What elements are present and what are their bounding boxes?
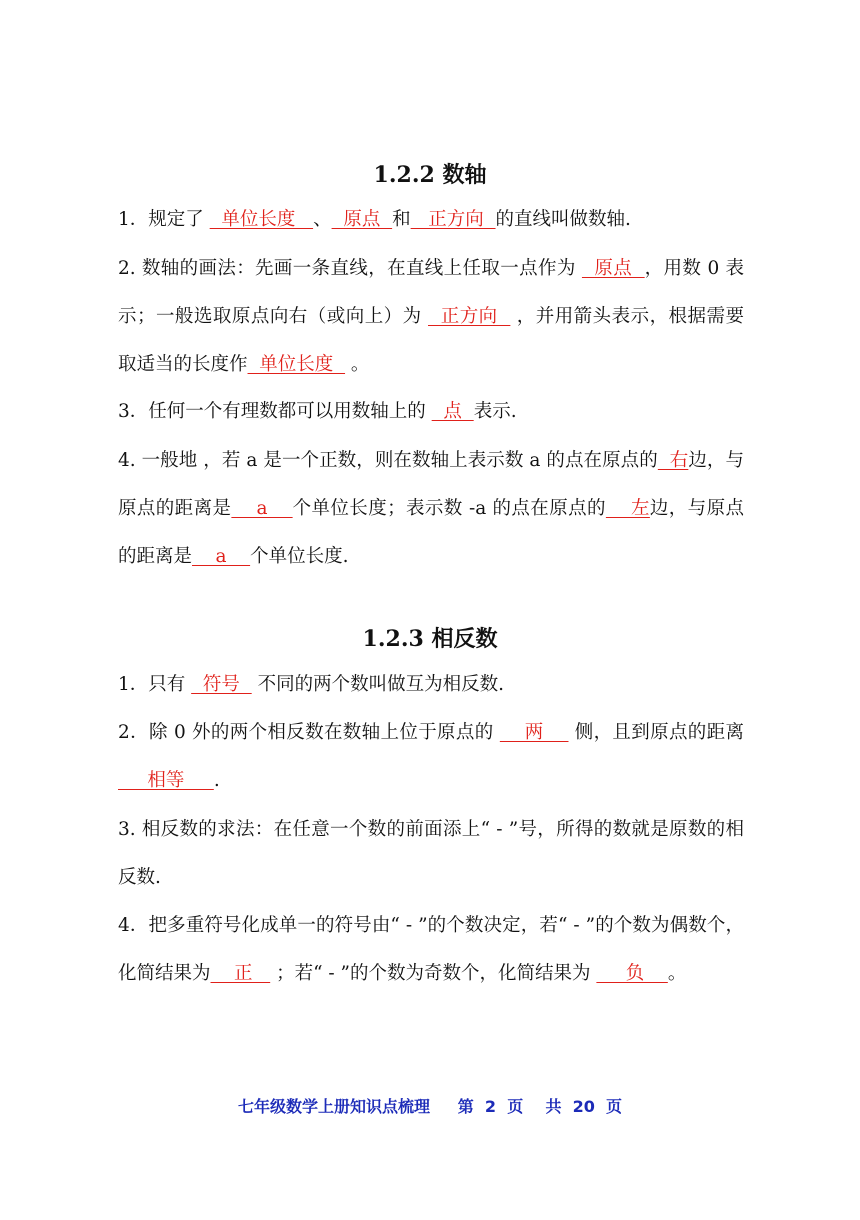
section-title-opposite-numbers: 1.2.3 相反数: [362, 626, 498, 652]
answer-blank: 左: [605, 498, 650, 519]
answer-blank: 原点: [331, 209, 393, 230]
text-run: 。: [345, 354, 370, 375]
text-run: 3．任何一个有理数都可以用数轴上的: [118, 401, 432, 422]
text-run: 不同的两个数叫做互为相反数.: [251, 674, 504, 695]
text-run: 1．只有: [118, 674, 192, 695]
paragraph-1-2-3-item-1: [118, 661, 744, 709]
answer-blank: 点: [431, 401, 474, 422]
answer-blank: 右: [657, 450, 689, 471]
text-run: ；若“ - ”的个数为奇数个，化简结果为: [270, 963, 597, 984]
text-run: ，并用箭头表示，根据需要取适当的长度作: [118, 306, 744, 375]
text-run: 表示.: [473, 401, 517, 422]
answer-blank: 两: [499, 722, 569, 743]
text-run: 边，与原点的距离是: [118, 498, 744, 567]
text-run: 1．规定了: [118, 209, 210, 230]
text-run: .: [213, 770, 220, 791]
paragraph-1-2-3-item-2: [118, 709, 744, 805]
paragraph-1-2-2-item-2: [118, 245, 744, 389]
paragraph-1-2-2-item-4: [118, 437, 744, 581]
text-run: 3. 相反数的求法：在任意一个数的前面添上“ - ”号，所得的数就是原数的相反数.: [118, 819, 744, 888]
text-run: 。: [667, 963, 687, 984]
text-run: 、: [313, 209, 332, 230]
answer-blank: 相等: [118, 770, 214, 791]
text-run: 的直线叫做数轴.: [495, 209, 631, 230]
answer-blank: 原点: [581, 258, 645, 279]
section-title-number-line: 1.2.2 数轴: [373, 162, 487, 188]
text-run: 个单位长度；表示数 -a 的点在原点的: [292, 498, 606, 519]
text-run: 2．除 0 外的两个相反数在数轴上位于原点的: [118, 722, 500, 743]
text-run: 边，与原点的距离是: [118, 450, 744, 519]
page-footer: 七年级数学上册知识点梳理 第 2 页 共 20 页: [237, 1097, 623, 1116]
paragraph-1-2-2-item-3: [118, 388, 744, 436]
answer-blank: a: [231, 498, 293, 519]
answer-blank: 正: [210, 963, 271, 984]
answer-blank: 单位长度: [247, 354, 346, 375]
text-run: 个单位长度.: [250, 546, 349, 567]
answer-blank: 正方向: [428, 306, 511, 327]
answer-blank: a: [192, 546, 251, 567]
text-run: 侧，且到原点的距离: [568, 722, 745, 743]
answer-blank: 符号: [191, 674, 252, 695]
text-run: 4．把多重符号化成单一的符号由“ - ”的个数决定，若“ - ”的个数为偶数个，化简结果为: [118, 915, 744, 984]
paragraph-1-2-2-item-1: [118, 196, 744, 244]
answer-blank: 正方向: [410, 209, 496, 230]
paragraph-1-2-3-item-4: [118, 902, 744, 998]
text-run: 2. 数轴的画法：先画一条直线，在直线上任取一点作为: [118, 258, 582, 279]
paragraph-1-2-3-item-3: [118, 806, 744, 902]
text-run: ，用数 0 表示；一般选取原点向右（或向上）为: [118, 258, 744, 327]
answer-blank: 单位长度: [209, 209, 314, 230]
answer-blank: 负: [596, 963, 668, 984]
text-run: 和: [392, 209, 411, 230]
text-run: 4. 一般地 ，若 a 是一个正数，则在数轴上表示数 a 的点在原点的: [118, 450, 658, 471]
